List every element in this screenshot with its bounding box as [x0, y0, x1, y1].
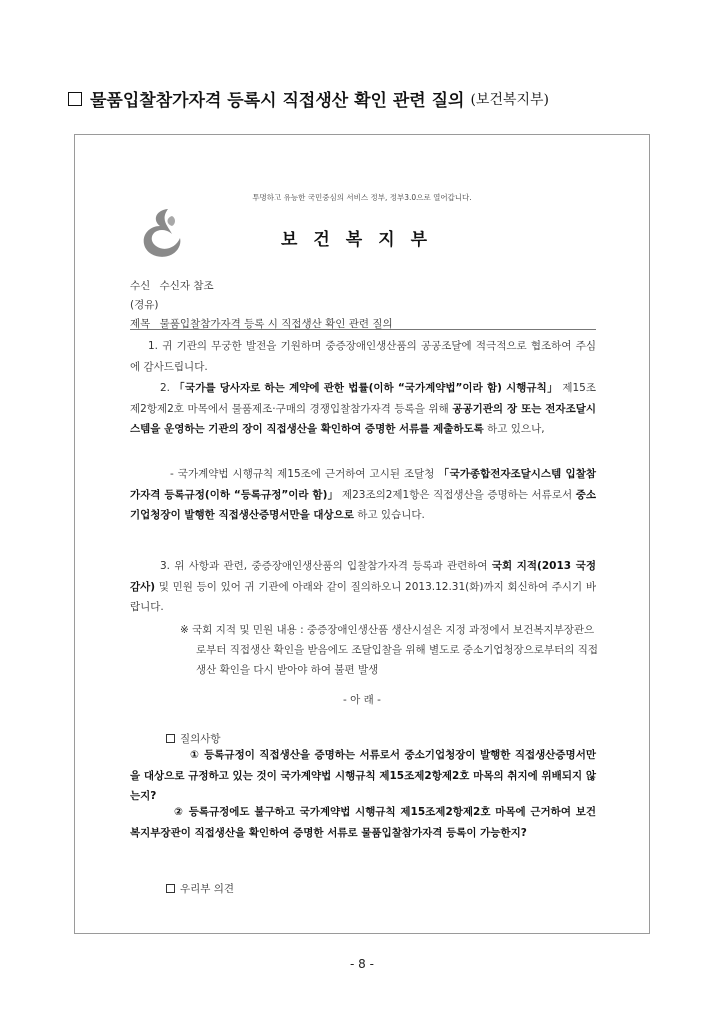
recipient-line: [130, 278, 600, 293]
paragraph-2-bold-2: 공공기관의 장 또는 전자조달시스템을 운영하는 기관의 장이 직접생산을 확인하여 증명한 서류를 제출하도록: [130, 402, 596, 435]
recipient-value: 수신자 참조: [159, 280, 214, 292]
question-1: ① 등록규정이 직접생산을 증명하는 서류로서 중소기업청장이 발행한 직접생산증명서만을 대상으로 규정하고 있는 것이 국가계약법 시행규칙 제15조제2항제2호 마목의 취지에 위배되지 않는지?: [130, 749, 596, 802]
paragraph-2: [130, 378, 596, 440]
paragraph-3-end: 및 민원 등이 있어 귀 기관에 아래와 같이 질의하오니 2013.12.31(화)까지 회신하여 주시기 바랍니다.: [130, 580, 596, 613]
heading-text: 물품입찰참가자격 등록시 직접생산 확인 관련 질의: [90, 91, 465, 111]
recipient-label: 수신: [130, 280, 151, 292]
subject-value: 물품입찰참가자격 등록 시 직접생산 확인 관련 질의: [159, 318, 393, 330]
inquiry-heading-text: 질의사항: [180, 733, 221, 745]
checkbox-square-icon: [166, 884, 175, 893]
paragraph-2-end: 하고 있으나,: [483, 423, 545, 435]
paragraph-3-intro: 3. 위 사항과 관련, 중증장애인생산품의 입찰참가자격 등록과 관련하여: [160, 560, 492, 572]
inquiry-heading: [166, 731, 221, 746]
paragraph-1: 1. 귀 기관의 무궁한 발전을 기원하며 중증장애인생산품의 공공조달에 적극적으로 협조하여 주심에 감사드립니다.: [130, 340, 596, 373]
government-slogan: 투명하고 유능한 국민중심의 서비스 정부, 정부3.0으로 열어갑니다.: [252, 193, 472, 202]
paragraph-2-sub: [130, 464, 596, 526]
paragraph-2-bold-1: 「국가를 당사자로 하는 계약에 관한 법률(이하 “국가계약법”이라 함) 시행규칙」: [173, 382, 559, 394]
opinion-heading-text: 우리부 의견: [180, 883, 235, 895]
below-marker: - 아 래 -: [343, 694, 381, 706]
section-heading: [68, 86, 688, 111]
paragraph-3-bold: 국회 지적(2013 국정감사): [130, 560, 596, 593]
paragraph-2-sub-bold-2: 중소기업청장이 발행한 직접생산증명서만을 대상으로: [130, 488, 596, 521]
assembly-note: ※ 국회 지적 및 민원 내용 : 중증장애인생산품 생산시설은 지정 과정에서 보건복지부장관으로부터 직접생산 확인을 받음에도 조달입찰을 위해 별도로 중소기업청장으로부터의 직접생산 확인을 다시 받아야 하여 불편 발생: [180, 624, 598, 676]
ministry-name: 보건복지부: [280, 230, 444, 250]
heading-ministry: (보건복지부): [470, 91, 550, 108]
paragraph-3: [130, 556, 596, 618]
subject-divider: [130, 329, 596, 330]
question-2: ② 등록규정에도 불구하고 국가계약법 시행규칙 제15조제2항제2호 마목에 근거하여 보건복지부장관이 직접생산을 확인하여 증명한 서류로 물품입찰참가자격 등록이 가능한지?: [130, 806, 596, 839]
checkbox-square-icon: [166, 734, 175, 743]
page-number: - 8 -: [350, 957, 374, 971]
paragraph-2-sub-end: 하고 있습니다.: [353, 509, 425, 521]
paragraph-2-sub-bold-1: 「국가종합전자조달시스템 입찰참가자격 등록규정(이하 “등록규정”이라 함)」: [130, 468, 596, 501]
subject-label: 제목: [130, 318, 151, 330]
via-line: (경유): [130, 299, 159, 311]
paragraph-2-intro: 2.: [160, 382, 174, 394]
paragraph-2-mid: 제15조제2항제2호 마목에서 물품제조·구매의 경쟁입찰참가자격 등록을 위해: [130, 382, 596, 415]
paragraph-2-sub-intro: - 국가계약법 시행규칙 제15조에 근거하여 고시된 조달청: [170, 468, 439, 480]
opinion-heading: [166, 881, 234, 896]
paragraph-2-sub-mid: 제23조의2제1항은 직접생산을 증명하는 서류로서: [338, 488, 576, 501]
checkbox-square-icon: [68, 92, 82, 106]
